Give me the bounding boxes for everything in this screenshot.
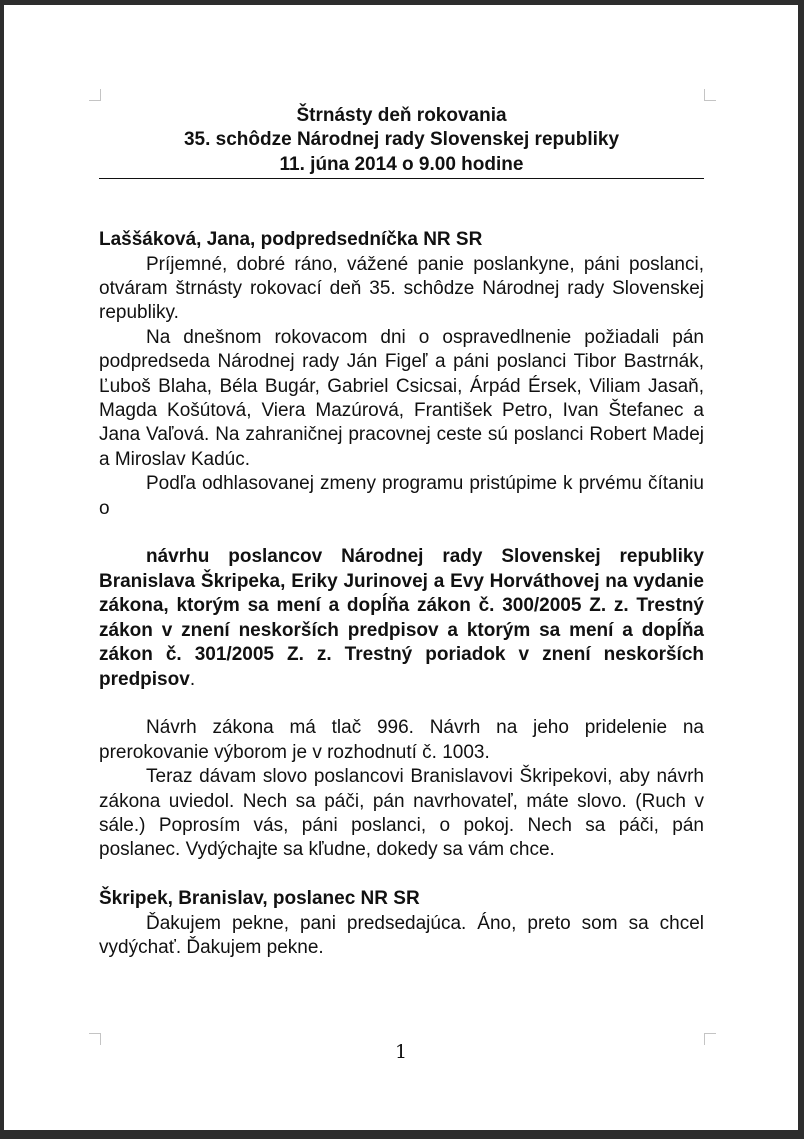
spacer [99,863,704,887]
speaker-name: Laššáková, Jana, podpredsedníčka NR SR [99,229,483,251]
header-date: 11. júna 2014 o 9.00 hodine [279,153,524,175]
speech-paragraph: Na dnešnom rokovacom dni o ospravedlnenie požiadali pán podpredseda Národnej rady Ján Figeľ a páni poslanci Tibor Bastrnák, Ľuboš Blaha, Béla Bugár, Gabriel Csicsai, Árpád Érsek, Viliam Jasaň, Magda Košútová, Viera Mazúrová, František Petro, Ivan Štefanec a Jana Vaľová. Na zahraničnej pracovnej ceste sú poslanci Robert Madej a Miroslav Kadúc. [99,326,704,470]
agenda-item-tail: . [189,668,196,690]
margin-corner-mark-top-right [704,89,716,101]
header-session: 35. schôdze Národnej rady Slovenskej republiky [183,129,620,151]
speech-paragraph: Teraz dávam slovo poslancovi Branislavovi Škripekovi, aby návrh zákona uviedol. Nech sa páči, pán navrhovateľ, máte slovo. (Ruch v sále.) Poprosím vás, páni poslanci, o pokoj. Nech sa páči, pán poslanec. Vydýchajte sa kľudne, dokedy sa vám chce. [99,766,704,861]
speech-block [99,887,704,960]
agenda-item-title: návrhu poslancov Národnej rady Slovenskej republiky Branislava Škripeka, Eriky Jurinovej a Evy Horváthovej na vydanie zákona, ktorým sa mení a dopĺňa zákon č. 300/2005 Z. z. Trestný zákon v znení neskorších predpisov a ktorým sa mení a dopĺňa zákon č. 301/2005 Z. z. Trestný poriadok v znení neskorších predpisov [99,546,704,690]
document-page [4,5,798,1130]
speech-paragraph: Návrh zákona má tlač 996. Návrh na jeho pridelenie na prerokovanie výborom je v rozhodnutí č. 1003. [99,717,704,763]
speech-paragraph: Podľa odhlasovanej zmeny programu pristúpime k prvému čítaniu o [99,473,704,519]
page-number: 1 [394,1041,408,1063]
header-title: Štrnásty deň rokovania [296,105,507,126]
agenda-item [99,545,704,691]
spacer [99,521,704,545]
spacer [99,179,704,228]
speaker-name: Škripek, Branislav, poslanec NR SR [99,888,420,910]
speech-paragraph: Príjemné, dobré ráno, vážené panie poslankyne, páni poslanci, otváram štrnásty rokovací deň 35. schôdze Národnej rady Slovenskej republiky. [99,253,704,324]
document-header [99,104,704,179]
speech-block [99,228,704,863]
page-content [99,104,704,960]
margin-corner-mark-top-left [89,89,101,101]
speech-paragraph: Ďakujem pekne, pani predsedajúca. Áno, preto som sa chcel vydýchať. Ďakujem pekne. [99,912,704,958]
spacer [99,692,704,716]
